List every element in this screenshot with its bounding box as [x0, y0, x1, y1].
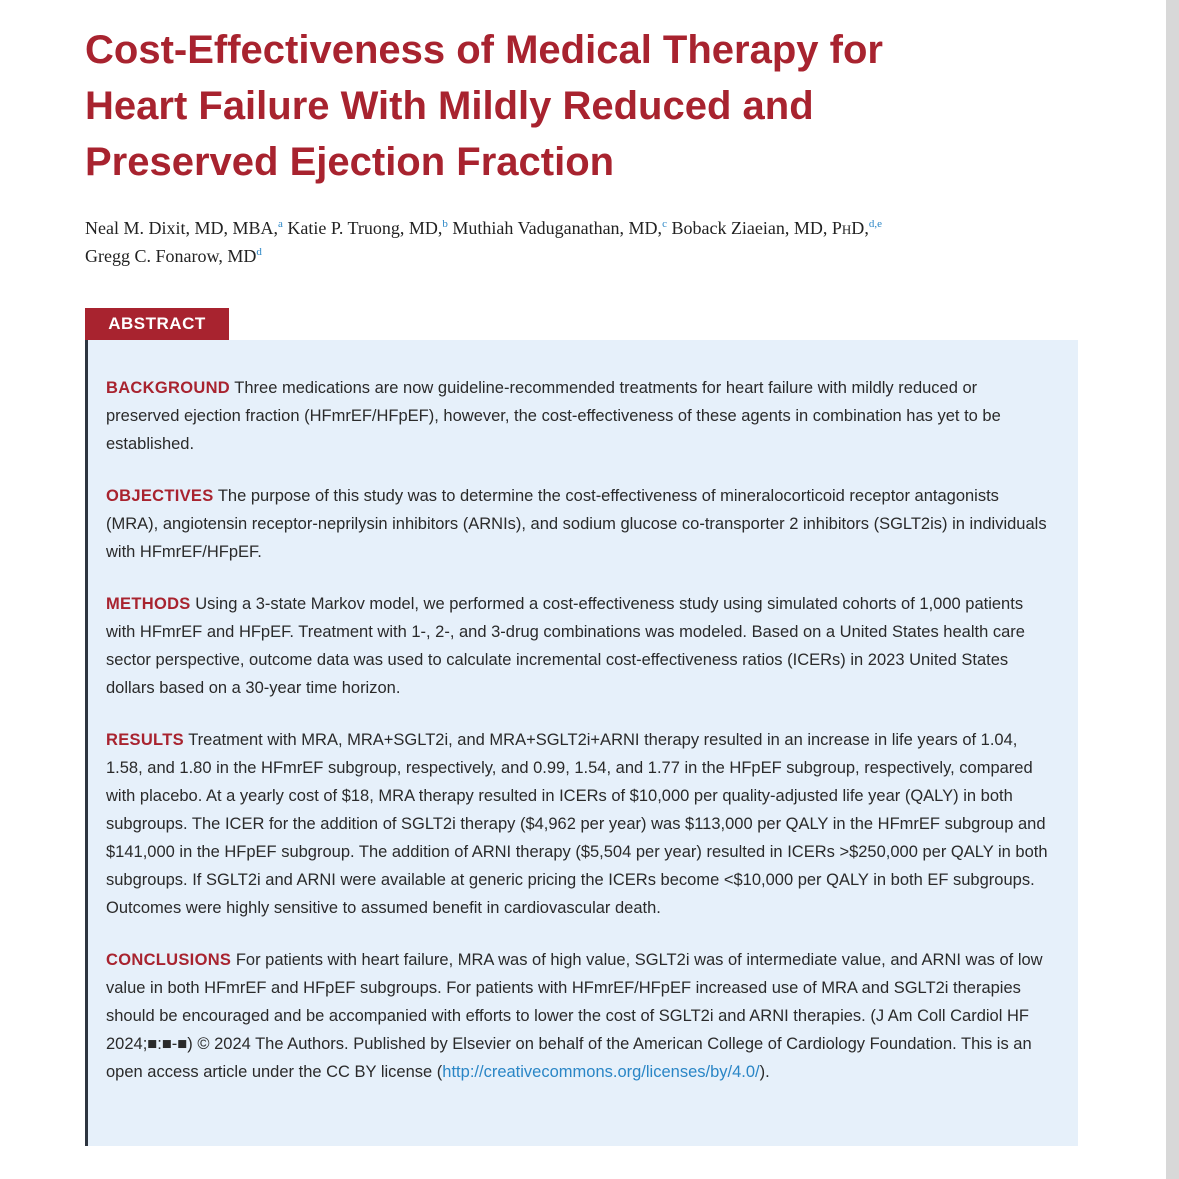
- title-line-1: Cost-Effectiveness of Medical Therapy for: [85, 28, 883, 72]
- section-text: Using a 3-state Markov model, we performed a cost-effectiveness study using simulated cohorts of 1,000 patients with HFmrEF and HFpEF. Treatment with 1-, 2-, and 3-drug combinations was modeled. Based on a United States health care sector perspective, outcome data was used to calculate incremental cost-effectiveness ratios (ICERs) in 2023 United States dollars based on a 30-year time horizon.: [106, 595, 1025, 697]
- section-text: The purpose of this study was to determine the cost-effectiveness of mineralocorticoid receptor antagonists (MRA), angiotensin receptor-neprilysin inhibitors (ARNIs), and sodium glucose co-transporter 2 inhibitors (SGLT2is) in individuals with HFmrEF/HFpEF.: [106, 487, 1047, 561]
- title-line-3: Preserved Ejection Fraction: [85, 140, 615, 184]
- section-text: Three medications are now guideline-recommended treatments for heart failure with mildly reduced or preserved ejection fraction (HFmrEF/HFpEF), however, the cost-effectiveness of these agents in combination has yet to be established.: [106, 379, 1001, 453]
- license-link[interactable]: http://creativecommons.org/licenses/by/4.0/: [442, 1063, 760, 1081]
- title-line-2: Heart Failure With Mildly Reduced and: [85, 84, 814, 128]
- affiliation-link[interactable]: d: [256, 246, 262, 258]
- author-name: Neal M. Dixit, MD, MBA,: [85, 218, 278, 238]
- abstract-box: [85, 340, 1078, 1146]
- affiliation-link[interactable]: d,e: [868, 218, 882, 230]
- abstract-objectives: [106, 482, 1051, 566]
- author-name: Gregg C. Fonarow, MD: [85, 246, 257, 266]
- author-name: Katie P. Truong, MD,: [287, 218, 443, 238]
- author-list: [85, 214, 1145, 270]
- section-heading: OBJECTIVES: [106, 487, 214, 505]
- affiliation-link[interactable]: c: [662, 218, 667, 230]
- abstract-methods: [106, 590, 1051, 702]
- citation-end: ).: [759, 1063, 770, 1081]
- author-degree-comma: ,: [864, 218, 869, 238]
- section-heading: RESULTS: [106, 731, 184, 749]
- section-heading: BACKGROUND: [106, 379, 230, 397]
- article-title: [85, 22, 1145, 190]
- abstract-label: ABSTRACT: [85, 308, 229, 340]
- author-name: Boback Ziaeian, MD,: [671, 218, 832, 238]
- citation-text: (J Am Coll Cardiol HF 2024;■:■-■) © 2024 The Authors. Published by Elsevier on behalf of the American College of Cardiology Foundation. This is an open access article under the CC BY license (: [106, 1007, 1032, 1081]
- page-edge-strip: [1166, 0, 1179, 1179]
- author-degree: PhD: [831, 218, 865, 238]
- section-text: For patients with heart failure, MRA was of high value, SGLT2i was of intermediate value, and ARNI was of low value in both HFmrEF and HFpEF subgroups. For patients with HFmrEF/HFpEF increased use of MRA and SGLT2i therapies should be encouraged and be accompanied with efforts to lower the cost of SGLT2i and ARNI therapies.: [106, 951, 1043, 1025]
- abstract-conclusions: [106, 946, 1051, 1086]
- affiliation-link[interactable]: a: [278, 218, 283, 230]
- abstract-results: [106, 726, 1051, 922]
- section-heading: METHODS: [106, 595, 191, 613]
- author-name: Muthiah Vaduganathan, MD,: [452, 218, 663, 238]
- section-heading: CONCLUSIONS: [106, 951, 232, 969]
- affiliation-link[interactable]: b: [442, 218, 448, 230]
- section-text: Treatment with MRA, MRA+SGLT2i, and MRA+SGLT2i+ARNI therapy resulted in an increase in life years of 1.04, 1.58, and 1.80 in the HFmrEF subgroup, respectively, and 0.99, 1.54, and 1.77 in the HFpEF subgroup, respectively, compared with placebo. At a yearly cost of $18, MRA therapy resulted in ICERs of $10,000 per quality-adjusted life year (QALY) in both subgroups. The ICER for the addition of SGLT2i therapy ($4,962 per year) was $113,000 per QALY in the HFmrEF subgroup and $141,000 in the HFpEF subgroup. The addition of ARNI therapy ($5,504 per year) resulted in ICERs >$250,000 per QALY in both subgroups. If SGLT2i and ARNI were available at generic pricing the ICERs become <$10,000 per QALY in both EF subgroups. Outcomes were highly sensitive to assumed benefit in cardiovascular death.: [106, 731, 1048, 917]
- abstract-background: [106, 374, 1051, 458]
